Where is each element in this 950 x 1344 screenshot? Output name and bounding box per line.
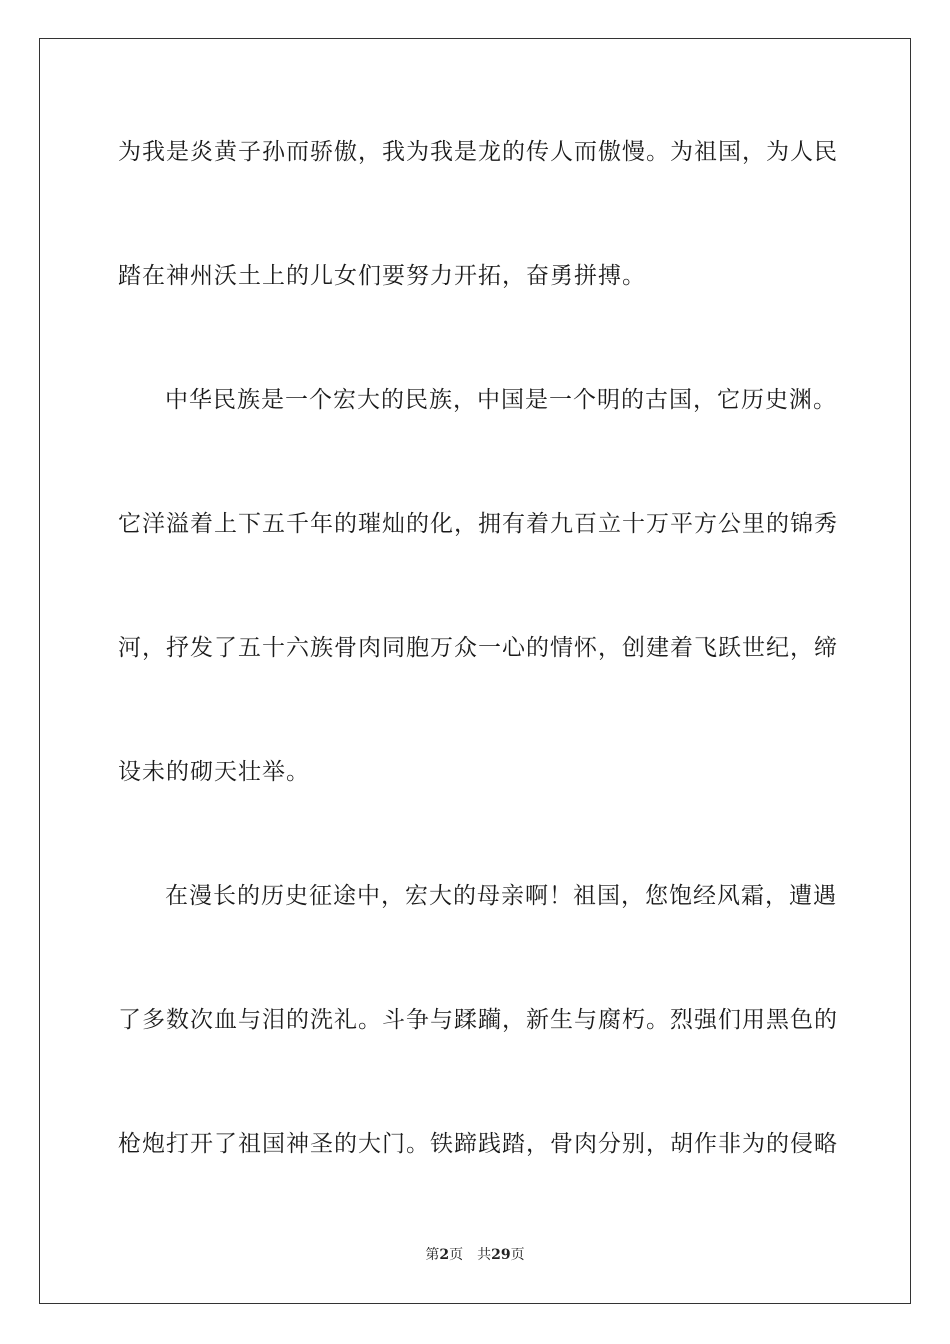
text-line-8: 了多数次血与泪的洗礼。斗争与蹂躏，新生与腐朽。烈强们用黑色的	[118, 1007, 838, 1033]
text-line-3: 中华民族是一个宏大的民族，中国是一个明的古国，它历史渊。	[165, 387, 837, 413]
text-line-1: 为我是炎黄子孙而骄傲，我为我是龙的传人而傲慢。为祖国，为人民	[118, 139, 838, 165]
text-line-7: 在漫长的历史征途中，宏大的母亲啊！祖国，您饱经风霜，遭遇	[165, 883, 837, 909]
page-prefix: 第	[425, 1247, 440, 1263]
text-line-2: 踏在神州沃土上的儿女们要努力开拓，奋勇拼搏。	[118, 263, 646, 289]
page-suffix: 页	[449, 1247, 464, 1263]
text-line-4: 它洋溢着上下五千年的璀灿的化，拥有着九百立十万平方公里的锦秀	[118, 511, 838, 537]
text-line-5: 河，抒发了五十六族骨肉同胞万众一心的情怀，创建着飞跃世纪，缔	[118, 635, 838, 661]
page-footer	[0, 1246, 950, 1264]
text-line-9: 枪炮打开了祖国神圣的大门。铁蹄践踏，骨肉分别，胡作非为的侵略	[118, 1131, 838, 1157]
total-pages: 29	[491, 1247, 511, 1263]
total-prefix: 共	[477, 1247, 492, 1263]
page-number: 2	[439, 1247, 450, 1263]
total-suffix: 页	[510, 1247, 525, 1263]
page-frame	[39, 38, 911, 1304]
text-line-6: 设未的砌天壮举。	[118, 759, 310, 785]
